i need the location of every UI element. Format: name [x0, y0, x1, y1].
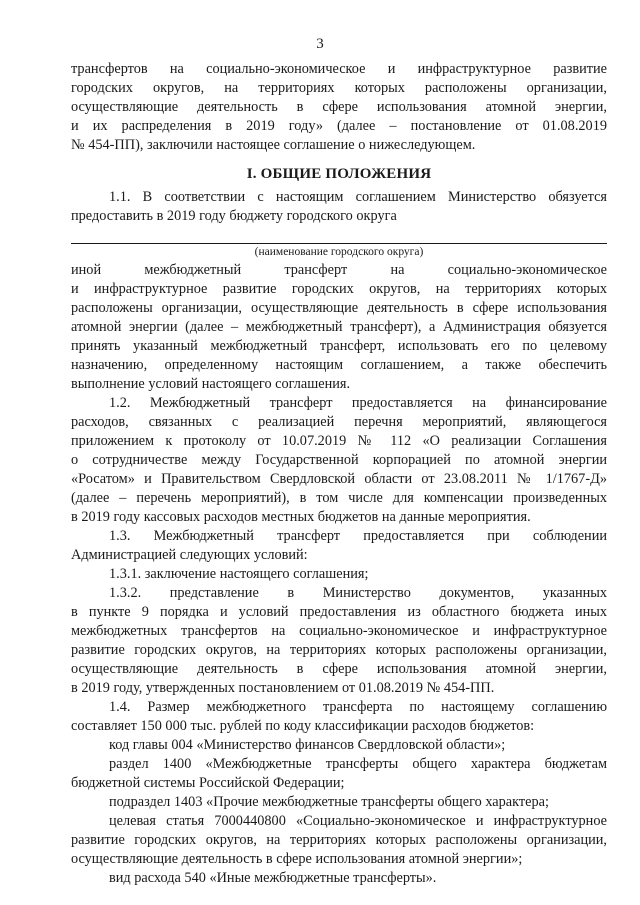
para-line: выполнение условий настоящего соглашения.: [71, 376, 351, 392]
para-line: осуществляющие деятельность в сфере использования атомной энергии,: [71, 661, 607, 677]
intro-line: осуществляющие деятельность в сфере использования атомной энергии,: [71, 99, 607, 115]
intro-paragraph: [71, 60, 607, 155]
para-line: межбюджетных трансфертов на социально-экономическое и инфраструктурное: [71, 623, 607, 639]
para-line: «Росатом» и Правительством Свердловской области от 23.08.2011 № 1/1767-Д»: [71, 471, 607, 487]
code-target: [71, 812, 607, 869]
para-line: (далее – перечень мероприятий), в том числе для компенсации произведенных: [71, 490, 607, 506]
code-chapter: [71, 736, 607, 755]
para-line: расходов, связанных с реализацией перечня мероприятий, являющегося: [71, 414, 607, 430]
intro-line: и их распределения в 2019 году» (далее – постановление от 01.08.2019: [71, 118, 607, 134]
para-line: Администрацией следующих условий:: [71, 547, 308, 563]
code-subsection: [71, 793, 607, 812]
paragraph-1-3-2: [71, 584, 607, 698]
paragraph-1-4: [71, 698, 607, 736]
para-line: вид расхода 540 «Иные межбюджетные трансферты».: [109, 870, 437, 886]
para-line: целевая статья 7000440800 «Социально-экономическое и инфраструктурное: [109, 813, 607, 829]
para-line: бюджетной системы Российской Федерации;: [71, 775, 345, 791]
section-title: I. ОБЩИЕ ПОЛОЖЕНИЯ: [246, 166, 432, 182]
code-expense-type: [71, 869, 607, 888]
para-line: 1.3.2. представление в Министерство документов, указанных: [109, 585, 607, 601]
paragraph-1-2: [71, 394, 607, 527]
para-line: 1.2. Межбюджетный трансферт предоставляется на финансирование: [109, 395, 607, 411]
page-number: 3: [316, 36, 324, 52]
para-line: иной межбюджетный трансферт на социально-экономическое: [71, 262, 607, 278]
para-line: 1.3. Межбюджетный трансферт предоставляется при соблюдении: [109, 528, 607, 544]
para-line: и инфраструктурное развитие городских округов, на территориях которых: [71, 281, 607, 297]
para-line: составляет 150 000 тыс. рублей по коду классификации расходов бюджетов:: [71, 718, 535, 734]
intro-line: городских округов, на территориях которых расположены организации,: [71, 80, 607, 96]
para-line: 1.3.1. заключение настоящего соглашения;: [109, 566, 369, 582]
fill-in-line: [71, 236, 607, 244]
para-line: раздел 1400 «Межбюджетные трансферты общего характера бюджетам: [109, 756, 607, 772]
code-section: [71, 755, 607, 793]
blank-caption: (наименование городского округа): [254, 246, 424, 258]
intro-line: № 454-ПП), заключили настоящее соглашение о нижеследующем.: [71, 137, 476, 153]
intro-line: трансфертов на социально-экономическое и инфраструктурное развитие: [71, 61, 607, 77]
para-line: расположены организации, осуществляющие деятельность в сфере использования: [71, 300, 607, 316]
para-line: подраздел 1403 «Прочие межбюджетные трансферты общего характера;: [109, 794, 549, 810]
para-line: атомной энергии (далее – межбюджетный трансферт), а Администрация обязуется: [71, 319, 607, 335]
para-line: развитие городских округов, на территориях которых расположены организации,: [71, 642, 607, 658]
para-line: предоставить в 2019 году бюджету городского округа: [71, 208, 397, 224]
paragraph-1-3-1: [71, 565, 607, 584]
para-line: о сотрудничестве между Государственной корпорацией по атомной энергии: [71, 452, 607, 468]
paragraph-1-1: [71, 188, 607, 226]
para-line: в 2019 году, утвержденных постановлением от 01.08.2019 № 454-ПП.: [71, 680, 495, 696]
para-line: 1.1. В соответствии с настоящим соглашением Министерство обязуется: [109, 189, 607, 205]
para-line: осуществляющие деятельность в сфере использования атомной энергии»;: [71, 851, 523, 867]
para-line: принять указанный межбюджетный трансферт, использовать его по целевому: [71, 338, 607, 354]
para-line: в пункте 9 порядка и условий предоставления из областного бюджета иных: [71, 604, 607, 620]
document-body: [71, 60, 607, 888]
para-line: развитие городских округов, на территориях которых расположены организации,: [71, 832, 607, 848]
para-line: приложением к протоколу от 10.07.2019 № 112 «О реализации Соглашения: [71, 433, 607, 449]
para-line: назначению, определенному настоящим соглашением, а также обеспечить: [71, 357, 607, 373]
paragraph-1-3: [71, 527, 607, 565]
para-line: в 2019 году кассовых расходов местных бюджетов на данные мероприятия.: [71, 509, 531, 525]
para-line: код главы 004 «Министерство финансов Свердловской области»;: [109, 737, 506, 753]
paragraph-1-1-continued: [71, 261, 607, 394]
para-line: 1.4. Размер межбюджетного трансферта по настоящему соглашению: [109, 699, 607, 715]
